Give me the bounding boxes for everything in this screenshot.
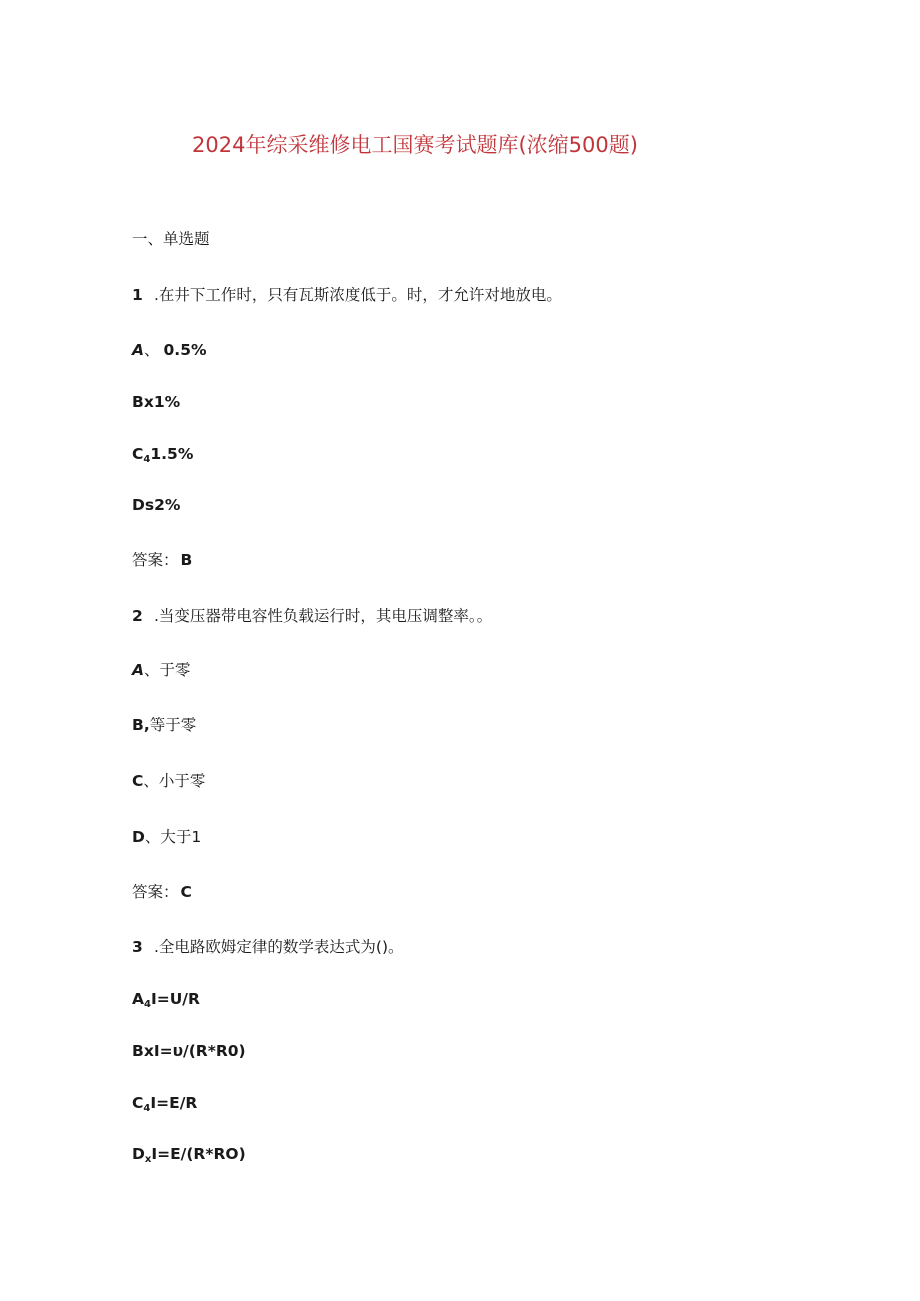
option-letter: C <box>132 1094 144 1112</box>
option-subscript: x <box>144 1154 152 1165</box>
question-2-option-d <box>132 826 201 848</box>
option-separator: s <box>144 496 155 514</box>
option-subscript: 4 <box>143 454 151 465</box>
question-1-answer <box>132 549 192 571</box>
question-2-option-b <box>132 714 196 736</box>
question-2-stem-line <box>132 605 492 627</box>
question-1-option-a <box>132 339 207 361</box>
option-text: 0.5% <box>163 341 207 359</box>
question-1-option-c <box>132 443 193 471</box>
option-letter: A <box>132 990 144 1008</box>
option-separator: 、 <box>144 828 161 846</box>
option-text: 于零 <box>159 661 191 679</box>
option-letter: B <box>132 393 144 411</box>
question-stem: .当变压器带电容性负载运行时，其电压调整率。。 <box>154 607 493 625</box>
question-stem: .全电路欧姆定律的数学表达式为()。 <box>154 938 404 956</box>
question-2-answer <box>132 881 192 903</box>
option-text: I=υ/(R*R0) <box>153 1042 246 1060</box>
option-text: 1.5% <box>150 445 194 463</box>
question-3-option-b <box>132 1040 246 1062</box>
option-text: 1% <box>153 393 181 411</box>
answer-label: 答案： <box>132 551 179 569</box>
document-title: 2024年综采维修电工国赛考试题库(浓缩500题) <box>192 133 638 157</box>
option-text: 等于零 <box>149 716 197 734</box>
option-text: 小于零 <box>158 772 206 790</box>
question-2-option-c <box>132 770 205 792</box>
answer-label: 答案： <box>132 883 179 901</box>
option-text: 2% <box>154 496 181 514</box>
option-separator: x <box>143 393 154 411</box>
answer-value: B <box>180 551 193 569</box>
option-letter: C <box>132 772 144 790</box>
option-letter: A <box>132 661 144 679</box>
option-separator: 、 <box>143 772 159 790</box>
option-letter: D <box>132 496 145 514</box>
question-3-stem-line <box>132 936 404 958</box>
option-text: I=U/R <box>150 990 200 1008</box>
option-letter: A <box>132 341 144 359</box>
question-2-option-a <box>132 659 191 681</box>
option-letter: B <box>132 1042 144 1060</box>
question-1-stem-line <box>132 284 562 306</box>
question-3-option-a <box>132 988 200 1016</box>
option-separator: x <box>143 1042 154 1060</box>
question-3-option-d <box>132 1143 246 1171</box>
question-stem: .在井下工作时，只有瓦斯浓度低于。时，才允许对地放电。 <box>154 286 562 304</box>
question-number: 2 <box>132 607 143 625</box>
section-heading: 一、单选题 <box>132 230 210 248</box>
question-1-option-d <box>132 494 180 516</box>
question-number: 3 <box>132 938 143 956</box>
option-separator: 、 <box>144 661 160 679</box>
option-letter: C <box>132 445 144 463</box>
option-separator: 、 <box>144 341 160 359</box>
option-subscript: 4 <box>143 1103 151 1114</box>
question-1-option-b <box>132 391 180 413</box>
option-separator: , <box>143 716 150 734</box>
option-text: 大于1 <box>160 828 202 846</box>
option-text: I=E/(R*RO) <box>151 1145 246 1163</box>
option-letter: D <box>132 1145 145 1163</box>
answer-value: C <box>180 883 192 901</box>
option-text: I=E/R <box>150 1094 198 1112</box>
question-number: 1 <box>132 286 143 304</box>
option-letter: D <box>132 828 145 846</box>
option-letter: B <box>132 716 144 734</box>
question-3-option-c <box>132 1092 197 1120</box>
option-subscript: 4 <box>144 999 151 1010</box>
